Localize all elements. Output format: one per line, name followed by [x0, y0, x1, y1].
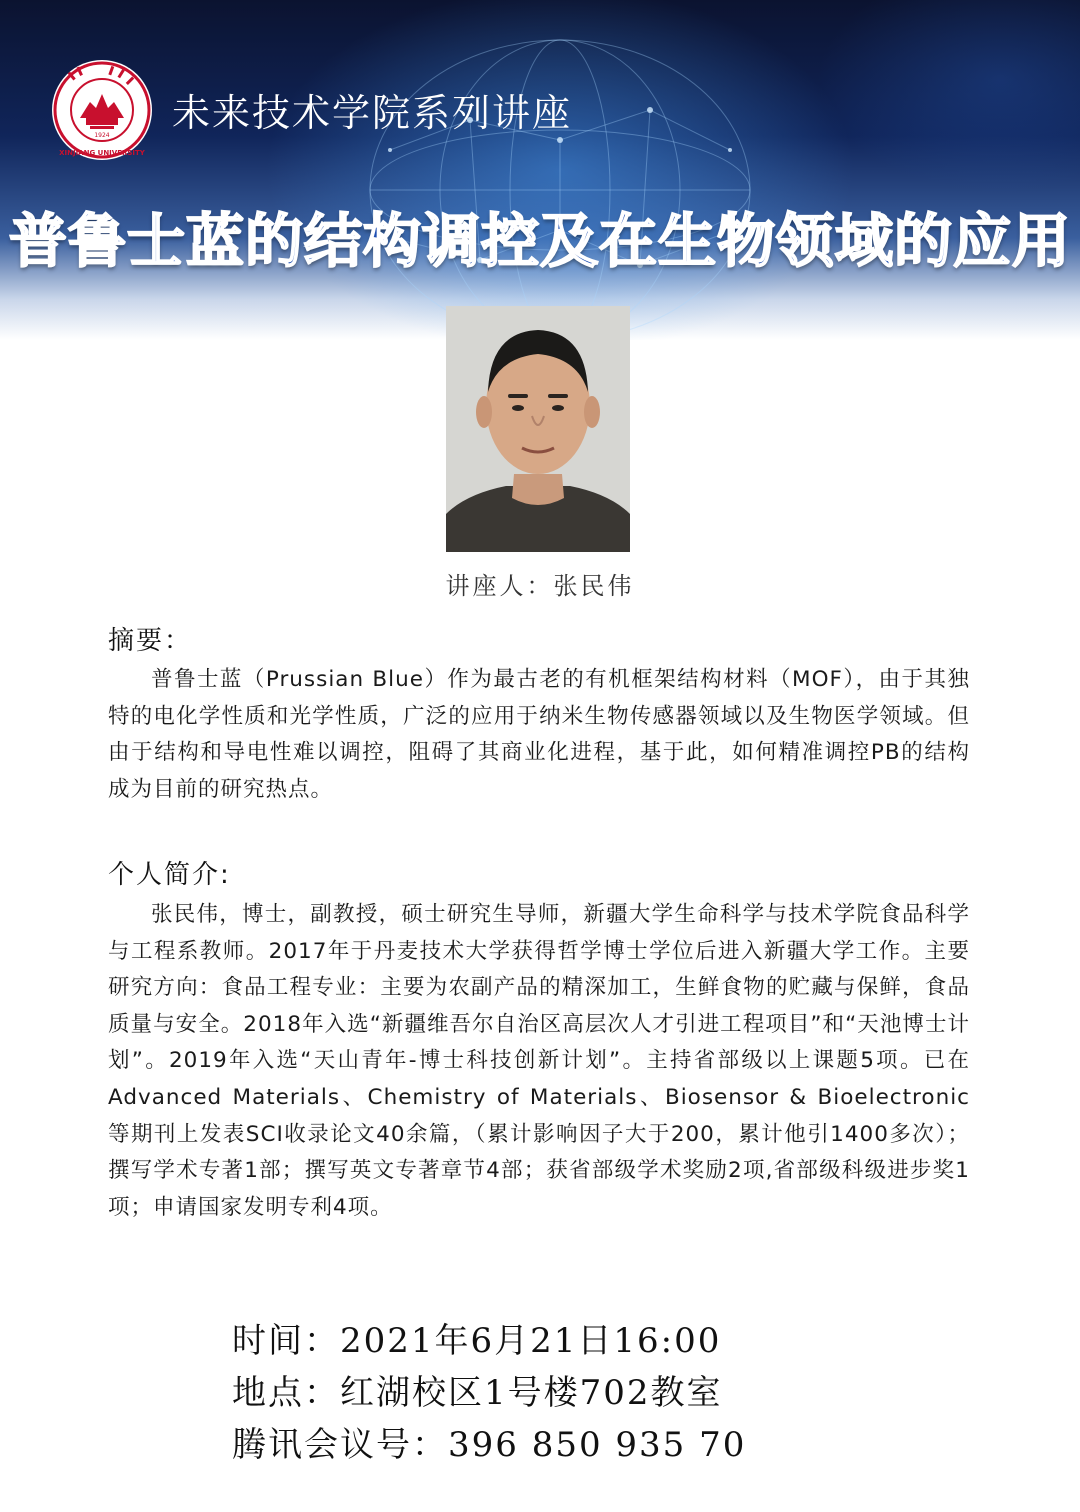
speaker-portrait-icon: [446, 306, 630, 552]
speaker-photo: [446, 306, 630, 552]
header-banner: [0, 0, 1080, 340]
event-time: 时间：2021年6月21日16:00: [232, 1321, 722, 1361]
abstract-text: 普鲁士蓝（Prussian Blue）作为最古老的有机框架结构材料（MOF），由于其独特的电化学性质和光学性质，广泛的应用于纳米生物传感器领域以及生物医学领域。但由于结构和导电性难以调控，阻碍了其商业化进程，基于此，如何精准调控PB的结构成为目前的研究热点。: [108, 667, 970, 802]
event-meeting-id: 腾讯会议号：396 850 935 70: [232, 1425, 747, 1465]
lecture-series-title: 未来技术学院系列讲座: [172, 91, 573, 135]
bio-heading: 个人简介:: [108, 860, 231, 890]
bio-text: 张民伟，博士，副教授，硕士研究生导师，新疆大学生命科学与技术学院食品科学与工程系教师。2017年于丹麦技术大学获得哲学博士学位后进入新疆大学工作。主要研究方向：食品工程专业：主要为农副产品的精深加工，生鲜食物的贮藏与保鲜，食品质量与安全。2018年入选“新疆维吾尔自治区高层次人才引进工程项目”和“天池博士计划”。2019年入选“天山青年-博士科技创新计划”。主持省部级以上课题5项。已在Advanced Materials、Chemistry of Materials、Biosensor & Bioelectronic等期刊上发表SCI收录论文40余篇，（累计影响因子大于200，累计他引1400多次）；撰写学术专著1部；撰写英文专著章节4部；获省部级学术奖励2项,省部级科级进步奖1项；申请国家发明专利4项。: [108, 902, 970, 1220]
event-location: 地点：红湖校区1号楼702教室: [232, 1373, 723, 1413]
seal-english-name: XINJIANG UNIVERSITY: [59, 149, 145, 157]
university-seal-icon: [50, 58, 154, 162]
speaker-name: 讲座人：张民伟: [445, 572, 635, 600]
abstract-heading: 摘要：: [108, 626, 193, 656]
network-globe-decoration: [0, 0, 1080, 340]
lecture-title: 普鲁士蓝的结构调控及在生物领域的应用: [8, 207, 1071, 275]
seal-year: 1924: [94, 132, 110, 139]
